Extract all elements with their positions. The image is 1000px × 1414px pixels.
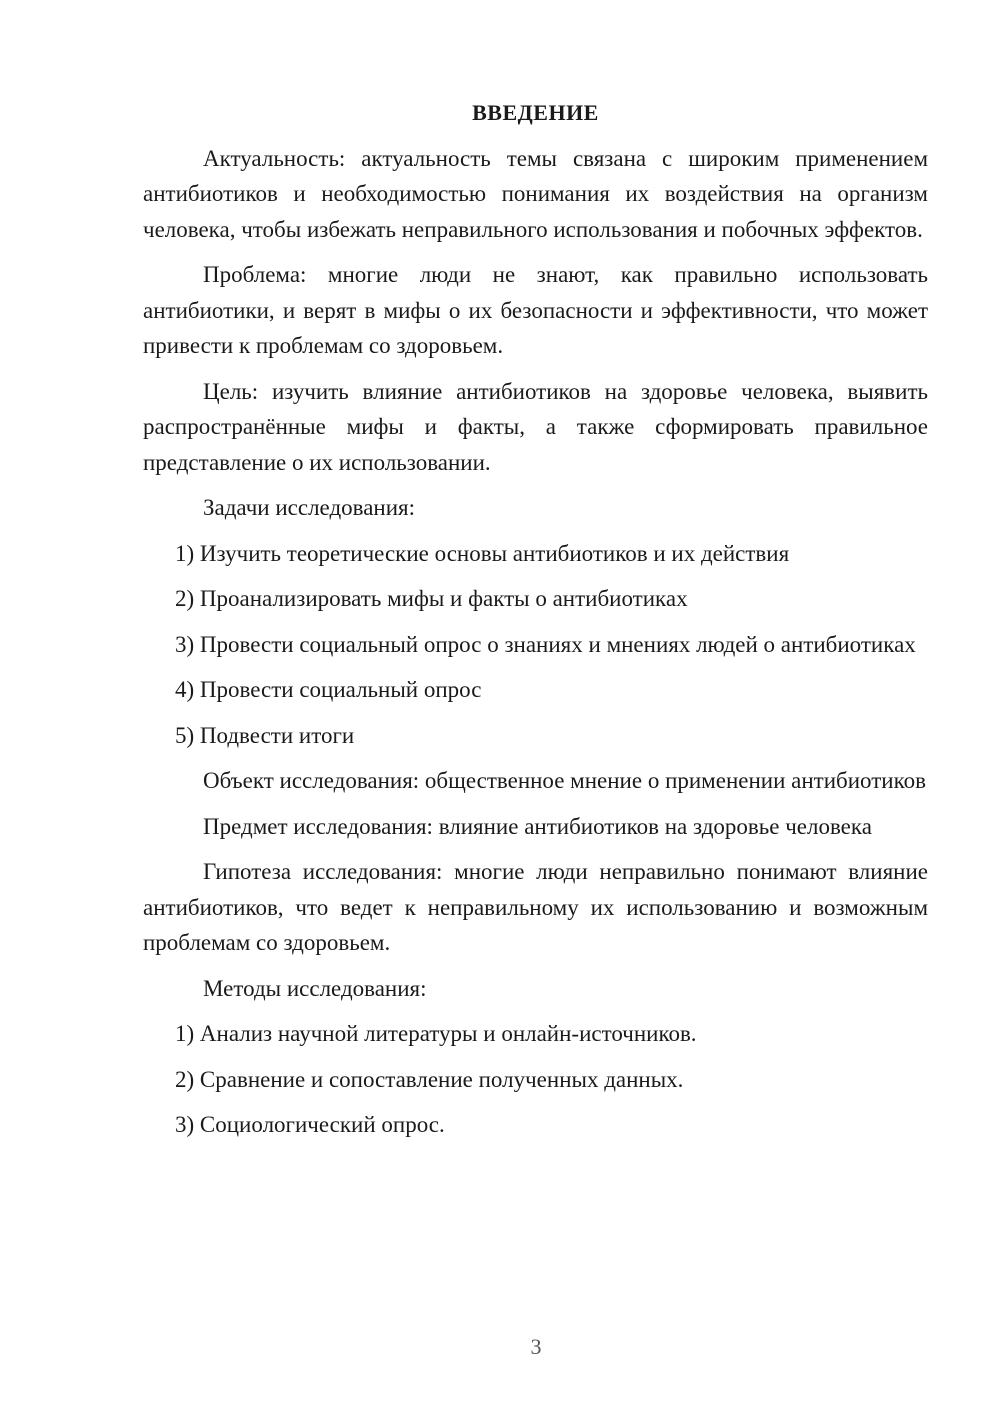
hypothesis-paragraph: Гипотеза исследования: многие люди неправильно понимают влияние антибиотиков, что ведет к неправильному их использованию и возможным проблемам со здоровьем.: [143, 859, 928, 955]
task-item: 3) Провести социальный опрос о знаниях и мнениях людей о антибиотиках: [175, 631, 916, 657]
task-item: 5) Подвести итоги: [175, 722, 355, 748]
method-item: 2) Сравнение и сопоставление полученных данных.: [175, 1066, 684, 1092]
task-item: 2) Проанализировать мифы и факты о антибиотиках: [175, 586, 688, 611]
document-page: [143, 95, 928, 1153]
subject-paragraph: Предмет исследования: влияние антибиотиков на здоровье человека: [203, 813, 872, 839]
section-title: ВВЕДЕНИЕ: [472, 100, 599, 125]
method-item: 3) Социологический опрос.: [175, 1112, 445, 1137]
task-item: 4) Провести социальный опрос: [175, 677, 482, 702]
tasks-label: Задачи исследования:: [203, 495, 416, 520]
problem-paragraph: Проблема: многие люди не знают, как правильно использовать антибиотики, и верят в мифы о их безопасности и эффективности, что может привести к проблемам со здоровьем.: [143, 262, 928, 358]
task-item: 1) Изучить теоретические основы антибиотиков и их действия: [175, 540, 790, 566]
page-number: 3: [530, 1334, 542, 1359]
relevance-paragraph: Актуальность: актуальность темы связана с широким применением антибиотиков и необходимостью понимания их воздействия на организм человека, чтобы избежать неправильного использования и побочных эффектов.: [143, 145, 928, 242]
tasks-list: [143, 536, 928, 754]
method-item: 1) Анализ научной литературы и онлайн-источников.: [175, 1021, 697, 1046]
goal-paragraph: Цель: изучить влияние антибиотиков на здоровье человека, выявить распространённые мифы и факты, а также сформировать правильное представление о их использовании.: [143, 378, 928, 475]
methods-label: Методы исследования:: [203, 975, 427, 1001]
object-paragraph: Объект исследования: общественное мнение о применении антибиотиков: [203, 768, 926, 793]
methods-list: [143, 1016, 928, 1143]
